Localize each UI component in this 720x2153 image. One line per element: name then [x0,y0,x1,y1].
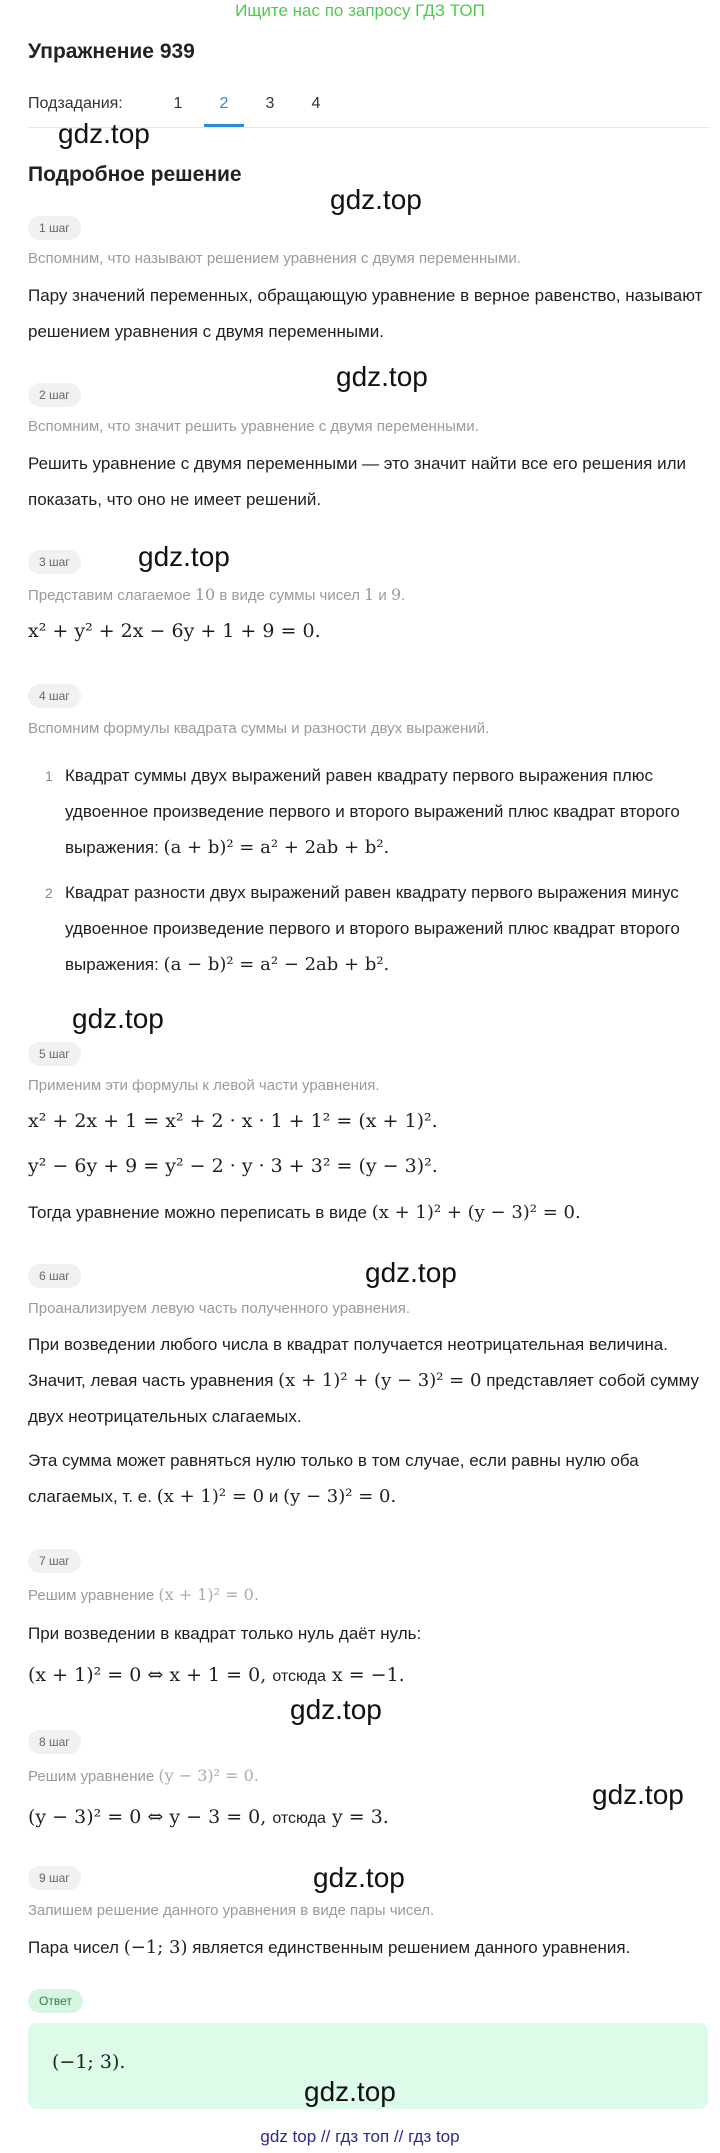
subtasks-label: Подзадания: [28,95,123,112]
step-7-text: При возведении в квадрат только нуль даёт нуль: [28,1624,422,1643]
step-9-badge: 9 шаг [28,1866,81,1890]
tab-subtask-4[interactable]: 4 [311,95,321,112]
step-1-text: Пару значений переменных, обращающую уравнение в верное равенство, называют решением уравнения с двумя переменными. [28,286,703,341]
step-6-p2-a: Эта сумма может равняться нулю только в том случае, если равны нулю оба слагаемых, т. е. [28,1451,639,1506]
step-6-hint: Проанализируем левую часть полученного уравнения. [28,1300,410,1317]
step-8-formula: (y − 3)² = 0 ⇔ y − 3 = 0, [28,1806,267,1828]
watermark-1: gdz.top [58,118,150,149]
step-8-hint [28,1766,259,1785]
step-5-hint: Применим эти формулы к левой части уравнения. [28,1077,380,1094]
step-3-hint-and: и [378,587,387,604]
step-8-hint-a: Решим уравнение [28,1768,155,1785]
step-7-tail: отсюда [272,1668,326,1685]
step-4-item-1-formula: (a + b)² = a² + 2ab + b². [163,837,390,858]
step-5-formula-1: x² + 2x + 1 = x² + 2 · x · 1 + 1² = (x + 1)². [28,1110,438,1132]
answer-value: (−1; 3). [52,2051,126,2073]
step-4-item-1-number: 1 [45,768,53,784]
answer-badge: Ответ [28,1989,83,2013]
step-6-badge: 6 шаг [28,1264,81,1288]
step-6-p1-b: представляет собой сумму двух неотрицательных слагаемых. [28,1371,699,1426]
tab-subtask-2[interactable]: 2 [204,95,244,113]
step-4-item-2-number: 2 [45,885,53,901]
step-8-tail-formula: y = 3. [331,1806,389,1828]
step-3-hint-n2: 1 [364,585,375,604]
step-1-badge: 1 шаг [28,216,81,240]
step-3-hint: Представим слагаемое 10 в виде суммы чисел 1 и 9. [28,585,406,604]
step-4-item-2-text: Квадрат разности двух выражений равен квадрату первого выражения минус удвоенное произведение первого и второго выражений плюс квадрат второго выражения: [65,883,680,974]
watermark-5: gdz.top [72,1003,164,1034]
step-6-p2-formula-1: (x + 1)² = 0 [156,1486,265,1507]
step-8-tail: отсюда [272,1810,326,1827]
step-6-p1-a: При возведении любого числа в квадрат получается неотрицательная величина. Значит, левая часть уравнения [28,1335,668,1390]
step-7-formula-line [28,1664,405,1686]
step-4-item-2-formula: (a − b)² = a² − 2ab + b². [163,954,390,975]
step-5-text [28,1195,708,1231]
step-7-hint-a: Решим уравнение [28,1587,155,1604]
watermark-6: gdz.top [365,1257,457,1288]
watermark-8: gdz.top [592,1779,684,1810]
step-9-text [28,1930,708,1966]
step-9-hint: Запишем решение данного уравнения в виде пары чисел. [28,1902,435,1919]
step-8-formula-line [28,1806,389,1828]
step-9-text-a: Пара чисел [28,1938,119,1957]
tab-subtask-3[interactable]: 3 [265,95,275,112]
step-5-badge: 5 шаг [28,1042,81,1066]
step-6-p2-and: и [268,1487,279,1506]
watermark-7: gdz.top [290,1694,382,1725]
step-6-paragraph-1 [28,1327,708,1435]
step-4-badge: 4 шаг [28,684,81,708]
step-3-hint-n1: 10 [194,585,216,604]
step-9-text-formula: (−1; 3) [123,1937,188,1958]
step-3-hint-a: Представим слагаемое [28,587,191,604]
step-5-formula-2: y² − 6y + 9 = y² − 2 · y · 3 + 3² = (y − 3)². [28,1155,438,1177]
step-7-hint-formula: (x + 1)² = 0. [158,1585,259,1604]
step-2-hint: Вспомним, что значит решить уравнение с двумя переменными. [28,418,479,435]
step-6-p1-formula: (x + 1)² + (y − 3)² = 0 [278,1370,482,1391]
step-7-tail-formula: x = −1. [331,1664,405,1686]
watermark-3: gdz.top [336,361,428,392]
watermark-4: gdz.top [138,541,230,572]
step-4-item-1-text: Квадрат суммы двух выражений равен квадрату первого выражения плюс удвоенное произведение первого и второго выражений плюс квадрат второго выражения: [65,766,680,857]
step-4-list-item-1 [45,758,705,866]
step-7-formula: (x + 1)² = 0 ⇔ x + 1 = 0, [28,1664,267,1686]
step-3-hint-n3: 9 [390,585,402,604]
step-2-text: Решить уравнение с двумя переменными — это значит найти все его решения или показать, что оно не имеет решений. [28,454,687,509]
step-7-badge: 7 шаг [28,1549,81,1573]
section-title: Подробное решение [28,163,242,186]
top-banner: Ищите нас по запросу ГДЗ ТОП [235,1,485,20]
step-3-formula: x² + y² + 2x − 6y + 1 + 9 = 0. [28,620,321,642]
watermark-10: gdz.top [304,2076,396,2107]
step-1-hint: Вспомним, что называют решением уравнения с двумя переменными. [28,250,521,267]
step-4-list-item-2 [45,875,705,983]
watermark-2: gdz.top [330,184,422,215]
step-5-text-a: Тогда уравнение можно переписать в виде [28,1203,367,1222]
step-9-text-b: является единственным решением данного уравнения. [192,1938,631,1957]
step-8-badge: 8 шаг [28,1730,81,1754]
step-3-badge: 3 шаг [28,550,81,574]
step-7-hint [28,1585,259,1604]
footer-links[interactable]: gdz top // гдз топ // гдз top [260,2127,460,2146]
step-6-paragraph-2 [28,1443,708,1515]
step-5-text-formula: (x + 1)² + (y − 3)² = 0. [371,1202,581,1223]
step-6-p2-formula-2: (y − 3)² = 0. [283,1486,397,1507]
step-8-hint-formula: (y − 3)² = 0. [158,1766,259,1785]
tab-subtask-1[interactable]: 1 [173,95,183,112]
step-3-hint-b: в виде суммы чисел [219,587,360,604]
step-2-badge: 2 шаг [28,383,81,407]
page-title: Упражнение 939 [28,40,195,63]
step-4-hint: Вспомним формулы квадрата суммы и разности двух выражений. [28,720,490,737]
watermark-9: gdz.top [313,1862,405,1893]
